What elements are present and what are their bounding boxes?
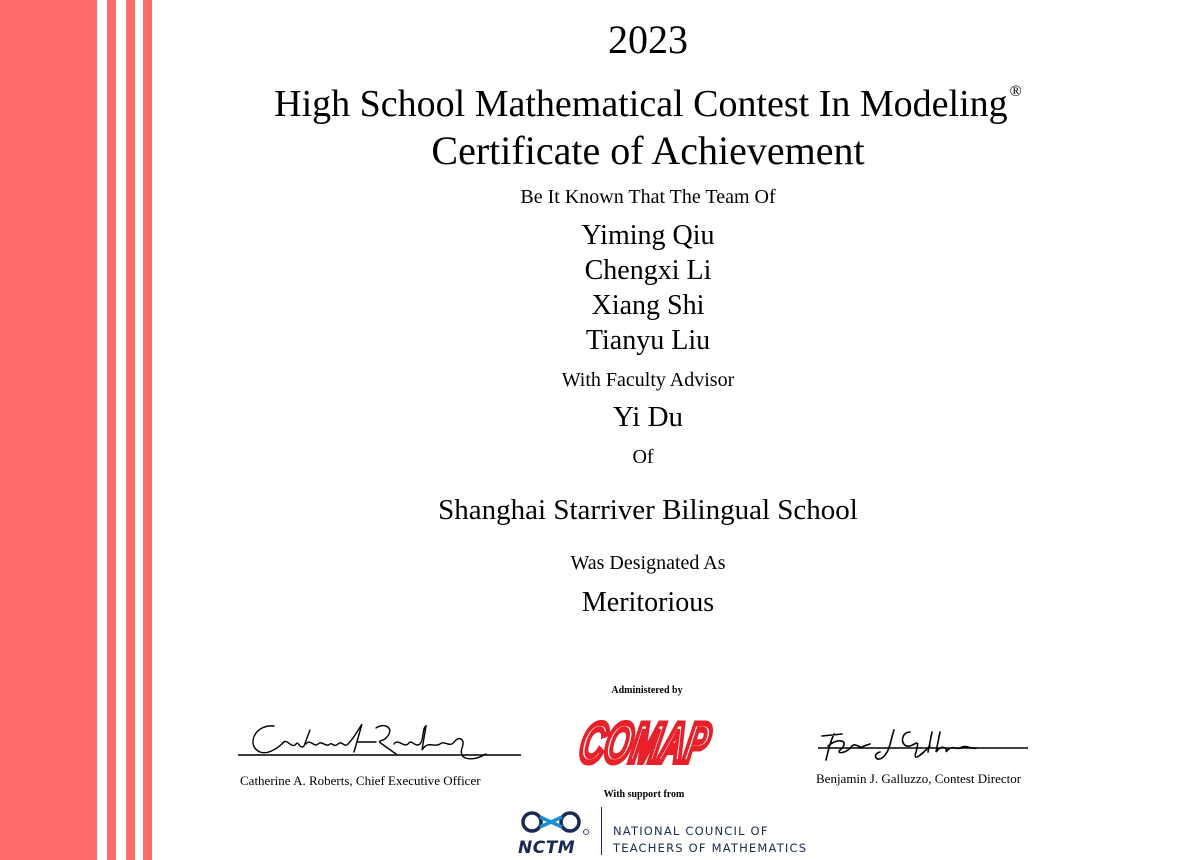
director-signature <box>816 722 1031 767</box>
advisor-name: Yi Du <box>612 401 684 433</box>
nctm-line-1: NATIONAL COUNCIL OF <box>613 824 769 838</box>
team-member: Tianyu Liu <box>585 325 711 356</box>
certificate-title: Certificate of Achievement <box>431 128 865 173</box>
side-stripe-3 <box>143 0 152 860</box>
designation-label: Was Designated As <box>570 552 726 574</box>
award-level: Meritorious <box>581 587 715 618</box>
contest-name: High School Mathematical Contest In Modeling <box>274 83 1008 125</box>
nctm-line-2: TEACHERS OF MATHEMATICS <box>613 841 808 855</box>
registered-mark: ® <box>1009 83 1022 100</box>
contest-name-line <box>274 70 1022 126</box>
team-member: Xiang Shi <box>591 290 705 321</box>
director-caption: Benjamin J. Galluzzo, Contest Director <box>816 771 1022 786</box>
support-label: With support from <box>603 789 685 800</box>
nctm-full-name <box>613 823 807 857</box>
school-name: Shanghai Starriver Bilingual School <box>438 494 858 526</box>
team-member: Chengxi Li <box>584 255 712 286</box>
certificate-year: 2023 <box>608 17 688 62</box>
administered-by-label: Administered by <box>611 685 683 696</box>
intro-text: Be It Known That The Team Of <box>520 186 776 208</box>
ceo-caption: Catherine A. Roberts, Chief Executive Officer <box>240 773 481 788</box>
comap-logo <box>570 700 796 782</box>
nctm-acronym: NCTM <box>518 838 576 858</box>
team-member: Yiming Qiu <box>581 220 715 251</box>
side-stripe-1 <box>107 0 116 860</box>
comap-logo-text: COMAP <box>574 711 796 774</box>
ceo-signature <box>236 714 526 774</box>
nctm-infinity-icon <box>518 806 593 842</box>
side-stripe-2 <box>126 0 135 860</box>
advisor-label: With Faculty Advisor <box>561 369 735 391</box>
team-members <box>448 218 848 358</box>
of-label: Of <box>632 446 654 468</box>
nctm-divider <box>601 807 602 855</box>
side-bar-wide <box>0 0 97 860</box>
